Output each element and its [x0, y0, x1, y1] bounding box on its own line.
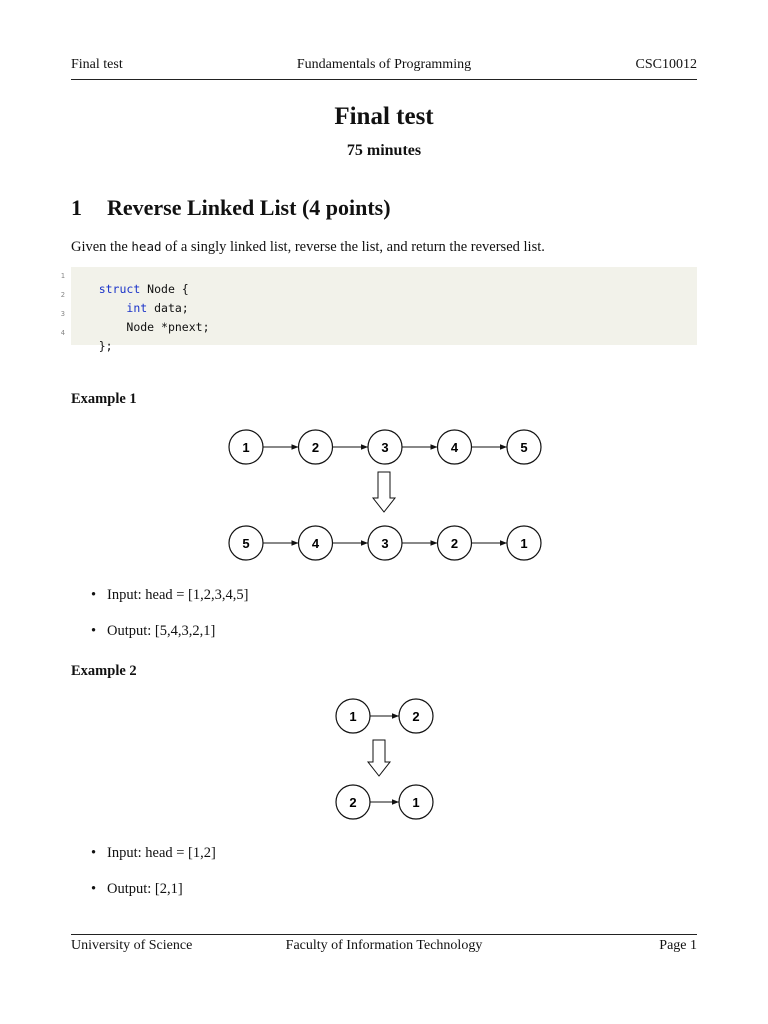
example-2-heading: Example 2 [71, 663, 137, 679]
example-1-before-list [229, 430, 541, 464]
code-text: }; [98, 339, 113, 353]
example-1-after-list [229, 526, 541, 560]
example-1-input: • Input: head = [1,2,3,4,5] [91, 587, 249, 603]
code-text: Node { [140, 282, 189, 296]
list-node-value: 1 [242, 440, 250, 455]
list-node-value: 1 [412, 795, 420, 810]
line-number: 4 [60, 329, 65, 337]
list-node-value: 1 [520, 536, 528, 551]
list-node-value: 1 [349, 709, 357, 724]
list-node-value: 5 [242, 536, 250, 551]
list-node-value: 4 [311, 536, 320, 551]
code-keyword: int [126, 301, 148, 315]
example-1-heading: Example 1 [71, 391, 137, 407]
line-number: 1 [60, 272, 65, 280]
example-2-before-list [336, 699, 433, 733]
list-node-value: 2 [412, 709, 420, 724]
list-node-value: 2 [450, 536, 459, 551]
example-1-input-text: Input: head = [1,2,3,4,5] [107, 587, 249, 603]
list-node-value: 3 [381, 440, 389, 455]
code-keyword: struct [98, 282, 141, 296]
intro-code: head [131, 239, 162, 254]
line-number: 2 [60, 291, 65, 299]
list-node-value: 2 [311, 440, 320, 455]
example-1-output-text: Output: [5,4,3,2,1] [107, 623, 216, 639]
section-number: 1 [71, 195, 82, 220]
list-node-value: 5 [520, 440, 528, 455]
code-text: data; [147, 301, 189, 315]
header-left: Final test [71, 57, 123, 72]
header-right: CSC10012 [635, 57, 697, 72]
header-center: Fundamentals of Programming [296, 57, 472, 72]
example-1-output: • Output: [5,4,3,2,1] [91, 623, 216, 639]
list-node-value: 4 [450, 440, 459, 455]
section-title: Reverse Linked List (4 points) [107, 195, 391, 220]
intro-after: of a singly linked list, reverse the list, and return the reversed list. [161, 239, 545, 255]
footer-left: University of Science [71, 938, 193, 953]
example-2-output: • Output: [2,1] [91, 881, 183, 897]
line-number: 3 [60, 310, 65, 318]
page-subtitle: 75 minutes [346, 142, 422, 159]
footer-center: Faculty of Information Technology [285, 938, 483, 953]
page-title: Final test [334, 103, 434, 130]
page-footer [71, 938, 697, 958]
down-arrow-icon [373, 472, 395, 512]
example-2-after-list [336, 785, 433, 819]
example-2-output-text: Output: [2,1] [107, 881, 183, 897]
intro-before: Given the [71, 239, 132, 255]
example-2-input: • Input: head = [1,2] [91, 845, 216, 861]
code-text: Node *pnext; [126, 320, 210, 334]
down-arrow-icon [368, 740, 390, 776]
list-node-value: 2 [349, 795, 357, 810]
footer-rule [71, 934, 697, 935]
footer-right: Page 1 [659, 938, 697, 953]
example-2-input-text: Input: head = [1,2] [107, 845, 216, 861]
list-node-value: 3 [381, 536, 389, 551]
